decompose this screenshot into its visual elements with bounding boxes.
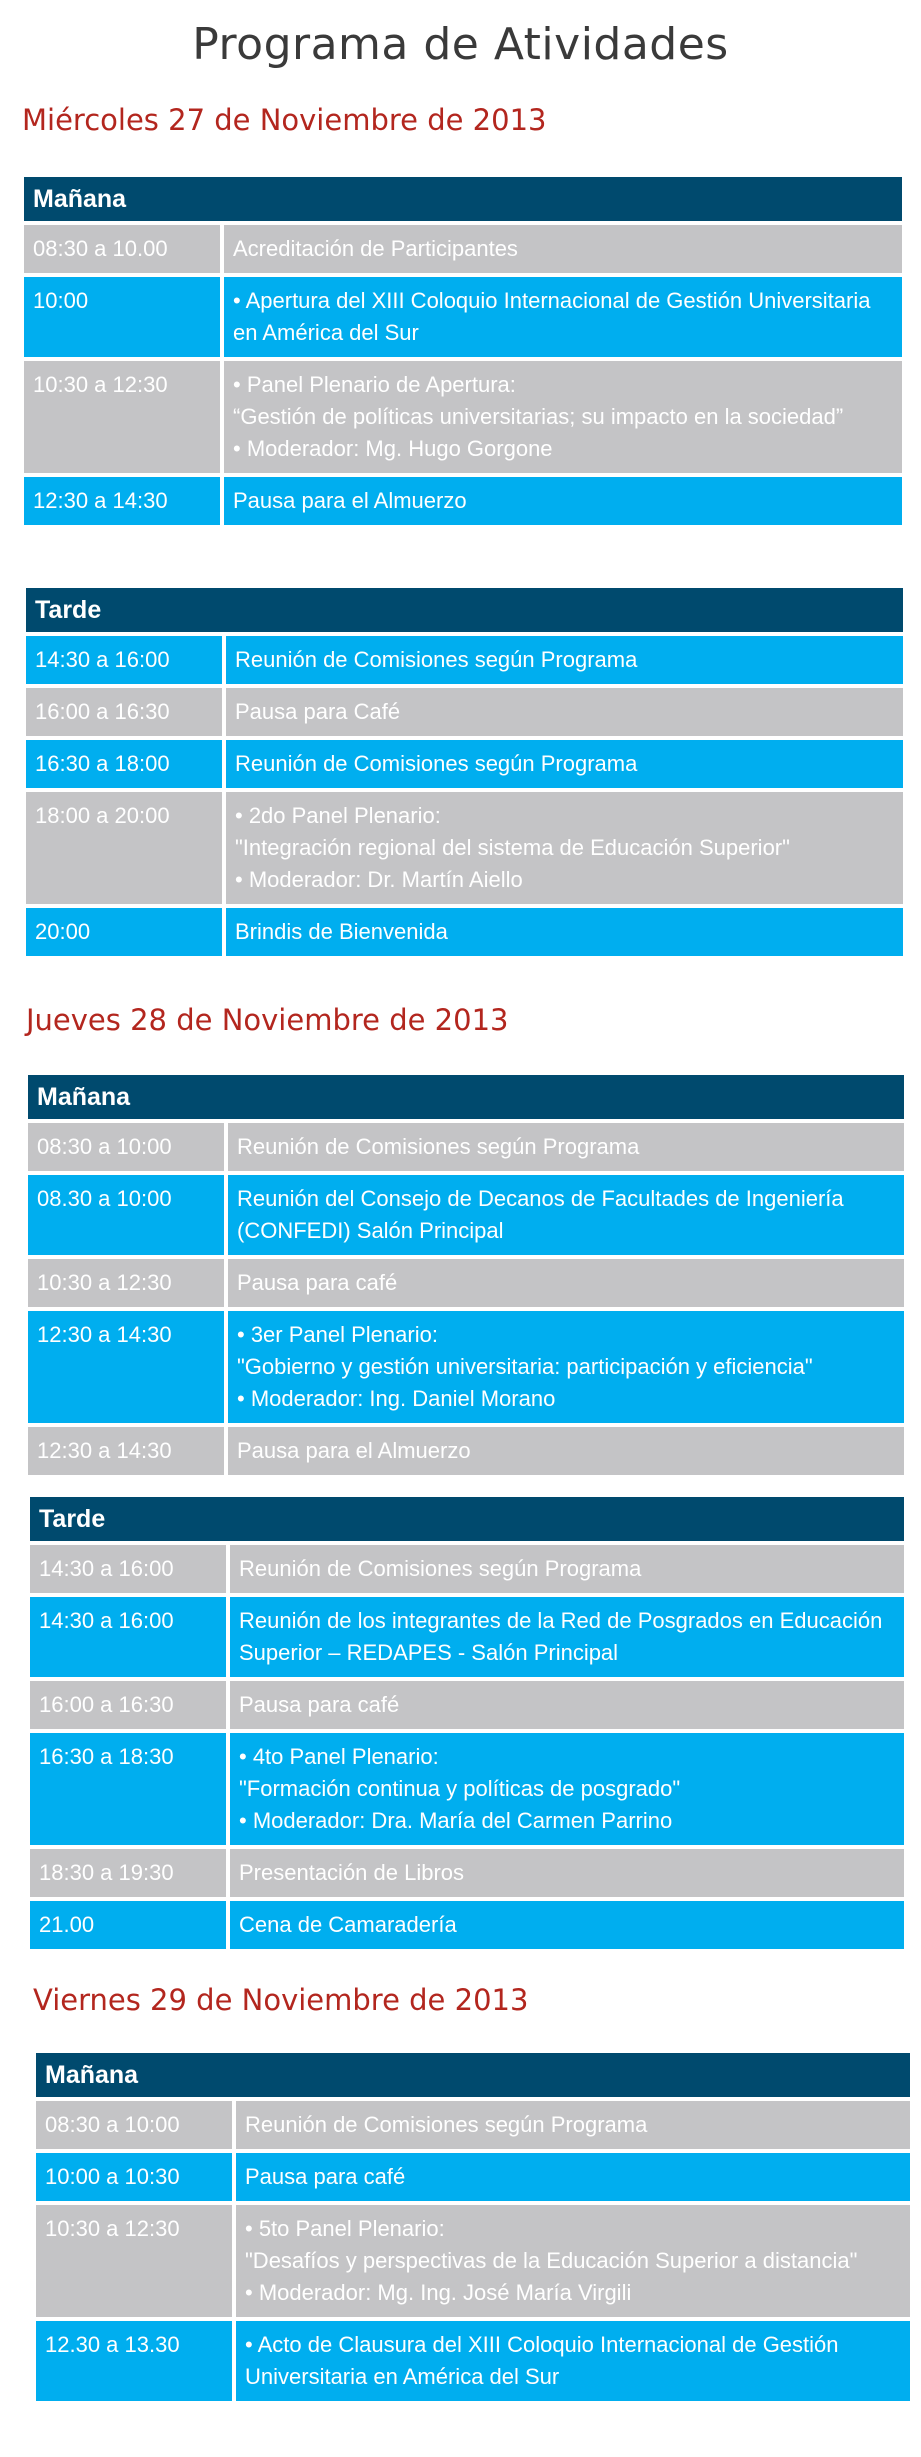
time-cell: 21.00 xyxy=(30,1901,226,1949)
schedule-row xyxy=(26,908,903,956)
schedule-row xyxy=(36,2101,910,2149)
schedule-row xyxy=(28,1123,904,1171)
activity-cell xyxy=(226,908,903,956)
section-header: Mañana xyxy=(36,2053,910,2097)
activity-line: • 5to Panel Plenario: xyxy=(245,2216,445,2241)
day-date: Viernes 29 de Noviembre de 2013 xyxy=(33,1983,529,2017)
activity-line: "Formación continua y políticas de posgrado" xyxy=(239,1776,681,1801)
activity-cell xyxy=(236,2321,910,2401)
activity-cell xyxy=(228,1311,904,1423)
time-cell: 16:30 a 18:00 xyxy=(26,740,222,788)
activity-cell xyxy=(224,225,902,273)
time-cell: 10:30 a 12:30 xyxy=(36,2205,232,2317)
activity-line: • Moderador: Dr. Martín Aiello xyxy=(235,867,523,892)
schedule-row xyxy=(30,1849,904,1897)
activity-line: Reunión de los integrantes de la Red de Posgrados en Educación Superior – REDAPES - Salón Principal xyxy=(239,1608,883,1665)
page-title: Programa de Atividades xyxy=(192,19,729,70)
activity-line: • 4to Panel Plenario: xyxy=(239,1744,439,1769)
time-cell: 18:30 a 19:30 xyxy=(30,1849,226,1897)
schedule-row xyxy=(24,361,902,473)
schedule-row xyxy=(30,1901,904,1949)
time-cell: 14:30 a 16:00 xyxy=(30,1545,226,1593)
activity-line: "Desafíos y perspectivas de la Educación Superior a distancia" xyxy=(245,2248,858,2273)
time-cell: 20:00 xyxy=(26,908,222,956)
time-cell: 18:00 a 20:00 xyxy=(26,792,222,904)
activity-line: Pausa para el Almuerzo xyxy=(237,1438,471,1463)
schedule-section xyxy=(26,588,903,960)
schedule-row xyxy=(30,1733,904,1845)
section-header: Mañana xyxy=(24,177,902,221)
schedule-row xyxy=(30,1597,904,1677)
activity-line: • 2do Panel Plenario: xyxy=(235,803,441,828)
day-date: Jueves 28 de Noviembre de 2013 xyxy=(26,1003,509,1037)
activity-line: • Apertura del XIII Coloquio Internacional de Gestión Universitaria en América del Sur xyxy=(233,288,871,345)
activity-line: Pausa para café xyxy=(239,1692,400,1717)
time-cell: 08:30 a 10:00 xyxy=(28,1123,224,1171)
activity-line: • Panel Plenario de Apertura: xyxy=(233,372,516,397)
activity-cell xyxy=(226,792,903,904)
schedule-row xyxy=(36,2321,910,2401)
activity-cell xyxy=(236,2205,910,2317)
activity-line: Reunión de Comisiones según Programa xyxy=(235,751,638,776)
time-cell: 16:00 a 16:30 xyxy=(26,688,222,736)
activity-cell xyxy=(228,1259,904,1307)
time-cell: 12:30 a 14:30 xyxy=(28,1311,224,1423)
activity-line: • Moderador: Dra. María del Carmen Parrino xyxy=(239,1808,673,1833)
schedule-row xyxy=(24,277,902,357)
schedule-row xyxy=(28,1259,904,1307)
schedule-section xyxy=(24,177,902,529)
activity-cell xyxy=(224,277,902,357)
schedule-row xyxy=(24,225,902,273)
activity-cell xyxy=(230,1597,904,1677)
time-cell: 12.30 a 13.30 xyxy=(36,2321,232,2401)
time-cell: 08:30 a 10:00 xyxy=(36,2101,232,2149)
activity-line: • 3er Panel Plenario: xyxy=(237,1322,438,1347)
activity-cell xyxy=(226,636,903,684)
activity-cell xyxy=(228,1175,904,1255)
activity-line: Reunión de Comisiones según Programa xyxy=(239,1556,642,1581)
activity-cell xyxy=(226,688,903,736)
schedule-section xyxy=(30,1497,904,1953)
schedule-row xyxy=(24,477,902,525)
activity-line: “Gestión de políticas universitarias; su impacto en la sociedad” xyxy=(233,404,844,429)
activity-cell xyxy=(224,361,902,473)
activity-cell xyxy=(236,2153,910,2201)
activity-cell xyxy=(224,477,902,525)
activity-line: • Moderador: Mg. Hugo Gorgone xyxy=(233,436,553,461)
time-cell: 10:30 a 12:30 xyxy=(28,1259,224,1307)
schedule-row xyxy=(26,792,903,904)
activity-line: Reunión del Consejo de Decanos de Facultades de Ingeniería (CONFEDI) Salón Principal xyxy=(237,1186,844,1243)
activity-line: • Moderador: Mg. Ing. José María Virgili xyxy=(245,2280,632,2305)
activity-cell xyxy=(236,2101,910,2149)
schedule-row xyxy=(26,636,903,684)
time-cell: 10:00 a 10:30 xyxy=(36,2153,232,2201)
activity-cell xyxy=(230,1681,904,1729)
activity-cell xyxy=(230,1901,904,1949)
activity-cell xyxy=(230,1849,904,1897)
time-cell: 10:00 xyxy=(24,277,220,357)
schedule-row xyxy=(36,2153,910,2201)
activity-line: Pausa para café xyxy=(237,1270,398,1295)
section-header: Mañana xyxy=(28,1075,904,1119)
schedule-row xyxy=(30,1681,904,1729)
activity-cell xyxy=(228,1427,904,1475)
schedule-row xyxy=(30,1545,904,1593)
time-cell: 12:30 a 14:30 xyxy=(24,477,220,525)
schedule-row xyxy=(28,1427,904,1475)
time-cell: 08.30 a 10:00 xyxy=(28,1175,224,1255)
activity-line: Presentación de Libros xyxy=(239,1860,465,1885)
activity-line: Acreditación de Participantes xyxy=(233,236,518,261)
activity-cell xyxy=(228,1123,904,1171)
time-cell: 14:30 a 16:00 xyxy=(26,636,222,684)
time-cell: 12:30 a 14:30 xyxy=(28,1427,224,1475)
activity-line: Pausa para café xyxy=(245,2164,406,2189)
activity-cell xyxy=(230,1733,904,1845)
activity-line: • Moderador: Ing. Daniel Morano xyxy=(237,1386,556,1411)
day-date: Miércoles 27 de Noviembre de 2013 xyxy=(22,103,547,137)
schedule-row xyxy=(28,1311,904,1423)
activity-line: Cena de Camaradería xyxy=(239,1912,457,1937)
activity-line: Pausa para el Almuerzo xyxy=(233,488,467,513)
schedule-section xyxy=(28,1075,904,1479)
activity-cell xyxy=(226,740,903,788)
activity-line: Brindis de Bienvenida xyxy=(235,919,448,944)
activity-line: Reunión de Comisiones según Programa xyxy=(237,1134,640,1159)
activity-line: Reunión de Comisiones según Programa xyxy=(235,647,638,672)
section-header: Tarde xyxy=(26,588,903,632)
schedule-row xyxy=(26,740,903,788)
activity-line: "Gobierno y gestión universitaria: participación y eficiencia" xyxy=(237,1354,813,1379)
schedule-section xyxy=(36,2053,910,2405)
activity-line: • Acto de Clausura del XIII Coloquio Internacional de Gestión Universitaria en América del Sur xyxy=(245,2332,839,2389)
activity-line: Reunión de Comisiones según Programa xyxy=(245,2112,648,2137)
time-cell: 10:30 a 12:30 xyxy=(24,361,220,473)
activity-line: Pausa para Café xyxy=(235,699,401,724)
activity-cell xyxy=(230,1545,904,1593)
time-cell: 16:00 a 16:30 xyxy=(30,1681,226,1729)
section-header: Tarde xyxy=(30,1497,904,1541)
time-cell: 08:30 a 10.00 xyxy=(24,225,220,273)
time-cell: 14:30 a 16:00 xyxy=(30,1597,226,1677)
schedule-row xyxy=(26,688,903,736)
time-cell: 16:30 a 18:30 xyxy=(30,1733,226,1845)
activity-line: "Integración regional del sistema de Educación Superior" xyxy=(235,835,790,860)
schedule-row xyxy=(28,1175,904,1255)
schedule-row xyxy=(36,2205,910,2317)
